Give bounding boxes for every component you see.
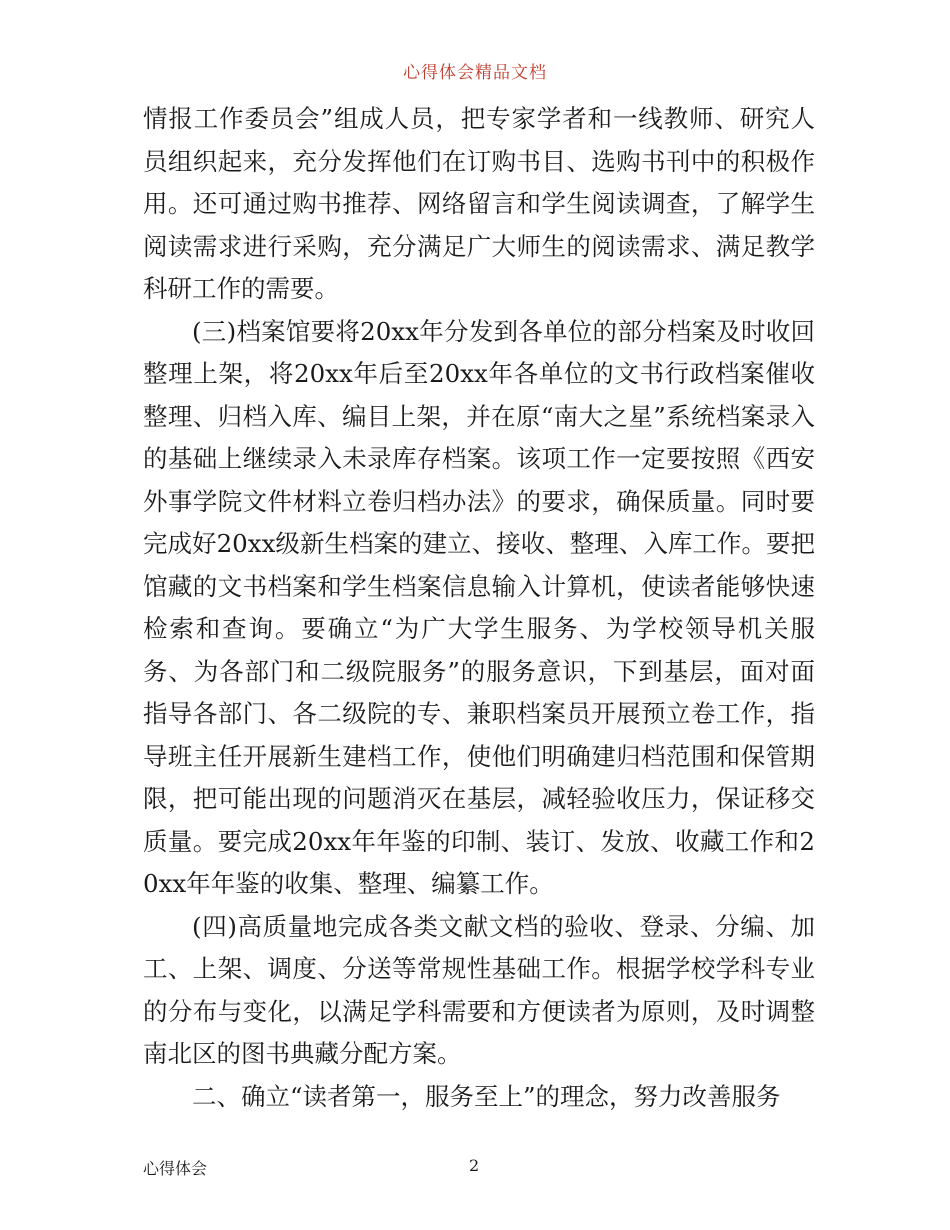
page-header-title: 心得体会精品文档	[403, 63, 547, 83]
paragraph: (四)高质量地完成各类文献文档的验收、登录、分编、加工、上架、调度、分送等常规性基础工作。根据学校学科专业的分布与变化，以满足学科需要和方便读者为原则，及时调整南北区的图书典藏分配方案。	[143, 911, 815, 1068]
paragraph: 二、确立“读者第一，服务至上”的理念，努力改善服务	[192, 1081, 781, 1111]
paragraph: (三)档案馆要将20xx年分发到各单位的部分档案及时收回整理上架，将20xx年后至20xx年各单位的文书行政档案催收整理、归档入库、编目上架，并在原“南大之星”系统档案录入的基础上继续录入未录库存档案。该项工作一定要按照《西安外事学院文件材料立卷归档办法》的要求，确保质量。同时要完成好20xx级新生档案的建立、接收、整理、入库工作。要把馆藏的文书档案和学生档案信息输入计算机，使读者能够快速检索和查询。要确立“为广大学生服务、为学校领导机关服务、为各部门和二级院服务”的服务意识，下到基层，面对面指导各部门、各二级院的专、兼职档案员开展预立卷工作，指导班主任开展新生建档工作，使他们明确建归档范围和保管期限，把可能出现的问题消灭在基层，减轻验收压力，保证移交质量。要完成20xx年年鉴的印制、装订、发放、收藏工作和20xx年年鉴的收集、整理、编纂工作。	[143, 316, 815, 898]
footer-label: 心得体会	[143, 1159, 208, 1178]
document-body	[143, 98, 815, 1118]
paragraph: 情报工作委员会”组成人员，把专家学者和一线教师、研究人员组织起来，充分发挥他们在订购书目、选购书刊中的积极作用。还可通过购书推荐、网络留言和学生阅读调查，了解学生阅读需求进行采购，充分满足广大师生的阅读需求、满足教学科研工作的需要。	[143, 104, 815, 303]
page-number: 2	[469, 1156, 480, 1175]
